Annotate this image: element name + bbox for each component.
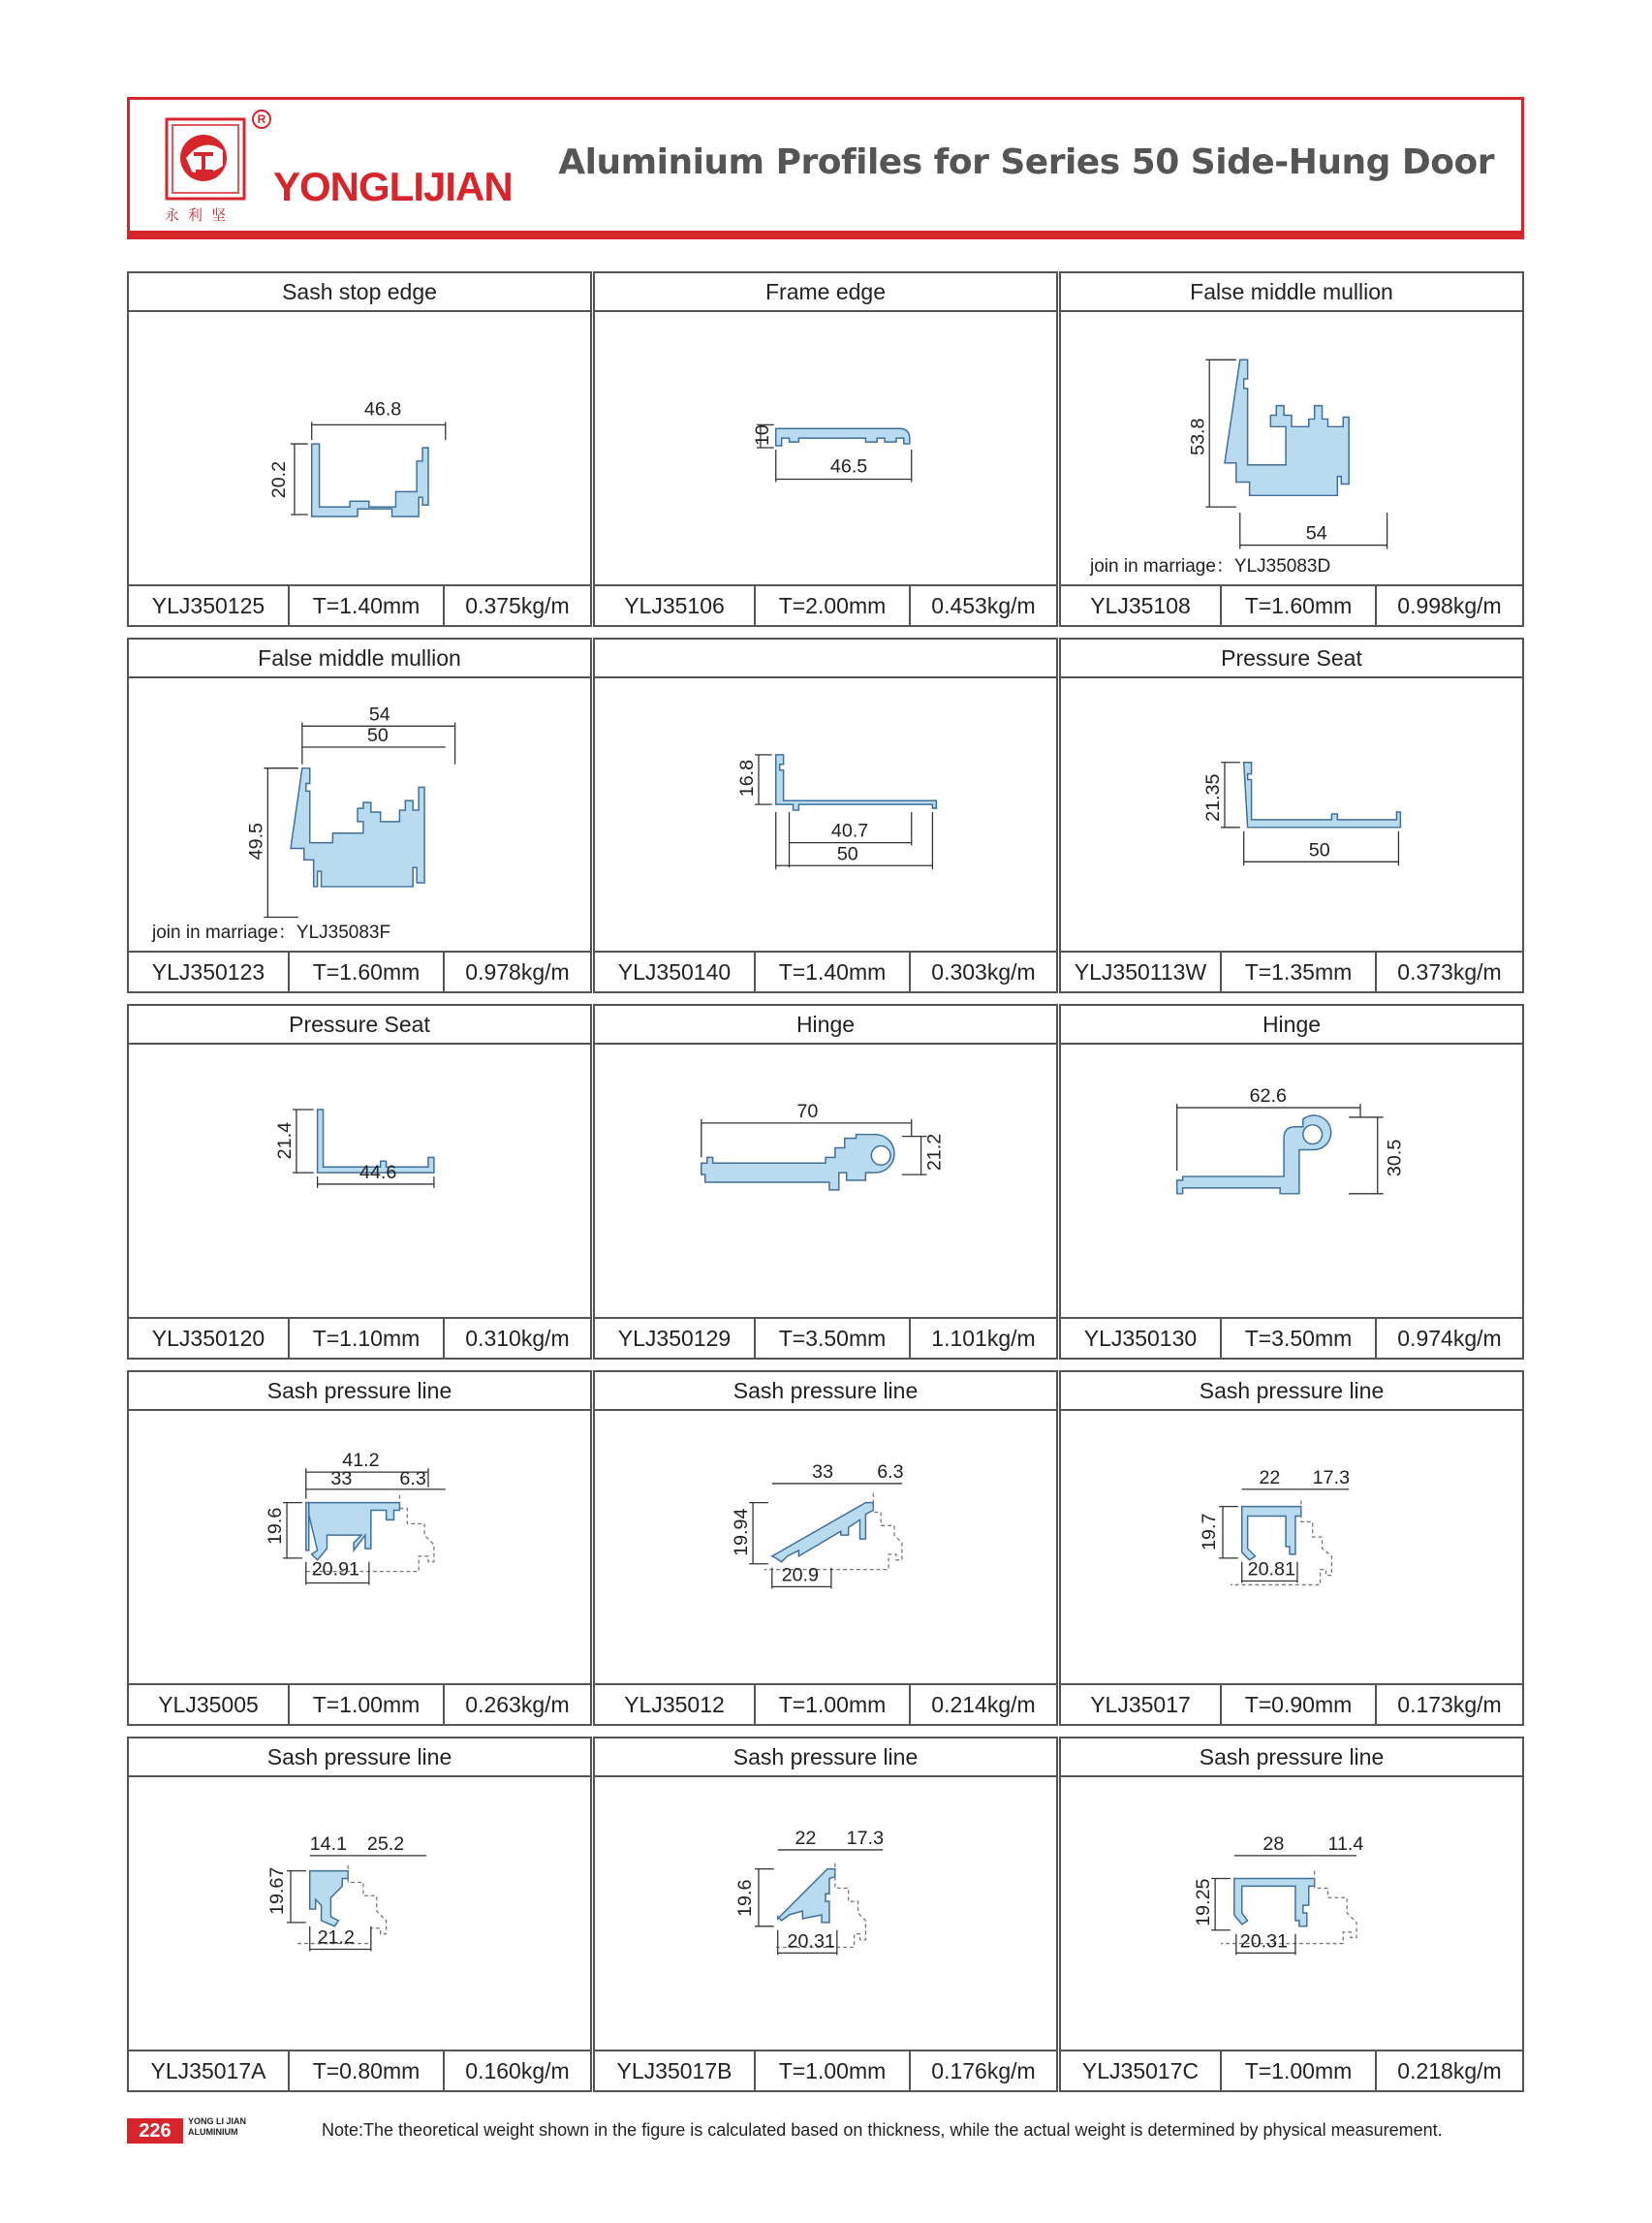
- profile-thickness: T=1.35mm: [1222, 953, 1377, 991]
- profile-title: Sash pressure line: [129, 1372, 590, 1411]
- footer-brand: [188, 2116, 246, 2138]
- profile-code: YLJ350125: [129, 586, 290, 625]
- dimension-label: 41.2: [342, 1450, 380, 1472]
- dimension-label: 6.3: [877, 1461, 904, 1484]
- profile-title: Sash pressure line: [595, 1372, 1056, 1411]
- profile-shape: [701, 1135, 894, 1190]
- profile-title: Sash pressure line: [129, 1738, 590, 1777]
- dimension-label: 46.8: [363, 398, 402, 421]
- dimension-label: 62.6: [1249, 1085, 1287, 1108]
- profile-card: [593, 638, 1058, 993]
- profile-shape: [776, 755, 937, 810]
- profile-specs: [1061, 1683, 1522, 1724]
- dimension-label: 17.3: [846, 1828, 885, 1850]
- dimension-label: 20.81: [1247, 1558, 1295, 1581]
- profile-shape: [776, 428, 910, 446]
- dimension-label: 22: [1259, 1466, 1281, 1488]
- profile-card: [1059, 1004, 1524, 1360]
- dimension-label: 25.2: [366, 1832, 405, 1855]
- profile-card: [1059, 1370, 1524, 1726]
- profile-drawing: [129, 1777, 590, 2050]
- dimension-label: 50: [836, 843, 858, 865]
- dimension-label: 11.4: [1327, 1832, 1364, 1855]
- dimension-label: 19.6: [734, 1879, 757, 1917]
- profile-title: Hinge: [1061, 1006, 1522, 1045]
- profile-weight: 0.373kg/m: [1397, 959, 1502, 985]
- profile-drawing: [1061, 678, 1522, 951]
- profile-specs: [129, 2050, 590, 2090]
- profile-card: [1059, 638, 1524, 993]
- dimension-label: 53.8: [1187, 418, 1209, 455]
- dimension-label: 22: [795, 1828, 817, 1850]
- profile-code: YLJ350129: [595, 1319, 756, 1358]
- dimension-label: 30.5: [1384, 1139, 1406, 1177]
- profile-code: YLJ35017B: [595, 2051, 756, 2090]
- profile-code: YLJ35012: [595, 1685, 756, 1724]
- profile-code: YLJ350113W: [1061, 953, 1222, 991]
- footer-brand-line2: ALUMINIUM: [188, 2127, 238, 2137]
- profile-title: Sash pressure line: [1061, 1372, 1522, 1411]
- dimension-label: 20.2: [268, 460, 291, 499]
- profile-code: YLJ35005: [129, 1685, 290, 1724]
- dimension-label: 20.31: [1239, 1930, 1289, 1953]
- registered-mark-icon: R: [252, 110, 271, 129]
- profile-weight: 0.263kg/m: [465, 1692, 570, 1717]
- profile-code: YLJ350123: [129, 953, 290, 991]
- profile-title: Pressure Seat: [129, 1006, 590, 1045]
- dimension-label: 46.5: [829, 455, 868, 478]
- dimension-label: 33: [330, 1467, 353, 1489]
- page-number: 226: [127, 2118, 183, 2144]
- profile-code: YLJ35017A: [129, 2051, 290, 2090]
- profile-shape: [772, 1503, 874, 1562]
- dimension-label: 14.1: [309, 1832, 348, 1855]
- profile-drawing: [595, 312, 1056, 584]
- profile-code: YLJ350130: [1061, 1319, 1222, 1358]
- profile-card: [127, 1004, 592, 1360]
- profile-thickness: T=1.00mm: [756, 2051, 911, 2090]
- profile-thickness: T=1.00mm: [290, 1685, 445, 1724]
- profile-title: [595, 640, 1056, 678]
- dimension-label: 33: [812, 1461, 834, 1484]
- dimension-label: 20.91: [311, 1558, 360, 1581]
- profile-weight: 0.173kg/m: [1397, 1692, 1502, 1717]
- dimension-label: 40.7: [830, 820, 869, 842]
- profile-code: YLJ35108: [1061, 586, 1222, 625]
- profile-thickness: T=1.00mm: [756, 1685, 911, 1724]
- dimension-label: 6.3: [399, 1467, 426, 1489]
- profile-weight: 0.303kg/m: [931, 959, 1036, 985]
- footer-note: Note:The theoretical weight shown in the figure is calculated based on thickness, while the actual weight is determined by physical measurement.: [322, 2120, 1443, 2140]
- profile-drawing: [129, 1411, 590, 1683]
- profile-card: [127, 1370, 592, 1726]
- join-note: join in marriage：YLJ35083D: [1090, 556, 1331, 577]
- profile-weight: 0.214kg/m: [931, 1692, 1036, 1717]
- profile-drawing: [595, 678, 1056, 951]
- dimension-label: 19.94: [731, 1508, 753, 1556]
- profile-specs: [1061, 2050, 1522, 2090]
- profile-drawing: [595, 1777, 1056, 2050]
- profile-specs: [1061, 1317, 1522, 1358]
- profile-specs: [129, 584, 590, 625]
- dimension-label: 20.31: [787, 1930, 835, 1953]
- profile-drawing: [595, 1045, 1056, 1317]
- dimension-label: 21.2: [923, 1133, 946, 1172]
- brand-logo: [165, 117, 246, 201]
- profile-shape: [306, 1503, 400, 1560]
- footer-brand-line1: YONG LI JIAN: [188, 2116, 247, 2126]
- dimension-label: 17.3: [1312, 1466, 1351, 1488]
- profile-code: YLJ35106: [595, 586, 756, 625]
- profile-title: False middle mullion: [1061, 273, 1522, 312]
- profile-thickness: T=1.40mm: [290, 586, 445, 625]
- dimension-label: 16.8: [736, 759, 759, 798]
- dimension-label: 70: [796, 1100, 819, 1122]
- dimension-label: 21.35: [1202, 773, 1225, 822]
- profile-weight: 0.160kg/m: [465, 2058, 570, 2083]
- profile-code: YLJ35017C: [1061, 2051, 1222, 2090]
- profile-card: [127, 271, 592, 627]
- profile-drawing: [1061, 1045, 1522, 1317]
- profile-specs: [595, 1683, 1056, 1724]
- dimension-label: 21.4: [274, 1121, 296, 1160]
- dimension-label: 50: [1308, 839, 1330, 861]
- profile-title: Sash pressure line: [595, 1738, 1056, 1777]
- profile-card: [127, 1737, 592, 2092]
- profile-weight: 0.978kg/m: [465, 959, 570, 985]
- profile-weight: 0.998kg/m: [1397, 593, 1502, 618]
- profile-drawing: [129, 678, 590, 951]
- brand-name: YONGLIJIAN: [273, 164, 513, 209]
- profile-code: YLJ350140: [595, 953, 756, 991]
- profile-weight: 0.218kg/m: [1397, 2058, 1502, 2083]
- profile-code: YLJ350120: [129, 1319, 290, 1358]
- profile-specs: [595, 2050, 1056, 2090]
- profile-drawing: [595, 1411, 1056, 1683]
- dimension-label: 44.6: [359, 1162, 397, 1184]
- profile-specs: [595, 584, 1056, 625]
- profile-card: [593, 1370, 1058, 1726]
- profile-card: [593, 1004, 1058, 1360]
- profile-shape: [310, 1871, 348, 1926]
- profile-title: Frame edge: [595, 273, 1056, 312]
- profile-shape: [1225, 360, 1349, 495]
- page-title: Aluminium Profiles for Series 50 Side-Hung Door: [558, 142, 1494, 182]
- dimension-label: 28: [1262, 1832, 1285, 1855]
- dimension-label: 19.6: [265, 1507, 287, 1546]
- page-header: [127, 97, 1524, 234]
- dimension-label: 54: [368, 704, 390, 726]
- dimension-label: 19.25: [1193, 1878, 1215, 1926]
- profile-drawing: [129, 1045, 590, 1317]
- dimension-label: 54: [1305, 522, 1327, 545]
- profile-specs: [129, 1317, 590, 1358]
- profile-thickness: T=1.60mm: [1222, 586, 1377, 625]
- profile-code: YLJ35017: [1061, 1685, 1222, 1724]
- profile-thickness: T=3.50mm: [1222, 1319, 1377, 1358]
- profile-specs: [129, 1683, 590, 1724]
- profile-drawing: [129, 312, 590, 584]
- profile-specs: [1061, 584, 1522, 625]
- profile-weight: 0.974kg/m: [1397, 1326, 1502, 1351]
- dimension-label: 50: [366, 725, 389, 747]
- profile-shape: [312, 444, 428, 517]
- profile-weight: 0.310kg/m: [465, 1326, 570, 1351]
- profile-title: Sash pressure line: [1061, 1738, 1522, 1777]
- profile-card: [1059, 1737, 1524, 2092]
- profile-title: False middle mullion: [129, 640, 590, 678]
- profile-thickness: T=1.60mm: [290, 953, 445, 991]
- profile-card: [127, 638, 592, 993]
- profile-shape: [1244, 763, 1401, 828]
- profile-weight: 0.453kg/m: [931, 593, 1036, 618]
- profile-shape: [1234, 1879, 1315, 1926]
- profile-specs: [1061, 951, 1522, 991]
- profile-thickness: T=1.40mm: [756, 953, 911, 991]
- profile-title: Pressure Seat: [1061, 640, 1522, 678]
- profile-specs: [595, 951, 1056, 991]
- dimension-label: 19.67: [266, 1866, 289, 1915]
- brand-chinese-name: 永利坚: [165, 207, 235, 224]
- profile-drawing: [1061, 1777, 1522, 2050]
- profile-shape: [1242, 1507, 1301, 1560]
- profile-thickness: T=3.50mm: [756, 1319, 911, 1358]
- profile-drawing: [1061, 312, 1522, 584]
- profile-card: [1059, 271, 1524, 627]
- profile-specs: [595, 1317, 1056, 1358]
- profile-title: Hinge: [595, 1006, 1056, 1045]
- profile-weight: 0.176kg/m: [931, 2058, 1036, 2083]
- dimension-label: 49.5: [245, 822, 267, 861]
- dimension-label: 20.9: [781, 1564, 820, 1586]
- profile-thickness: T=1.00mm: [1222, 2051, 1377, 2090]
- dimension-label: 19.7: [1199, 1513, 1221, 1550]
- dimension-label: 21.2: [317, 1926, 355, 1949]
- profile-shape: [778, 1869, 835, 1923]
- profile-thickness: T=0.90mm: [1222, 1685, 1377, 1724]
- profile-card: [593, 1737, 1058, 2092]
- profile-card: [593, 271, 1058, 627]
- join-note: join in marriage：YLJ35083F: [152, 923, 391, 943]
- profile-thickness: T=0.80mm: [290, 2051, 445, 2090]
- profile-shape: [291, 768, 424, 887]
- profile-thickness: T=2.00mm: [756, 586, 911, 625]
- dimension-label: 10: [751, 424, 773, 447]
- profile-weight: 1.101kg/m: [931, 1326, 1036, 1351]
- profile-weight: 0.375kg/m: [465, 593, 570, 618]
- profile-drawing: [1061, 1411, 1522, 1683]
- header-divider: [127, 234, 1524, 239]
- profile-thickness: T=1.10mm: [290, 1319, 445, 1358]
- profile-specs: [129, 951, 590, 991]
- profile-title: Sash stop edge: [129, 273, 590, 312]
